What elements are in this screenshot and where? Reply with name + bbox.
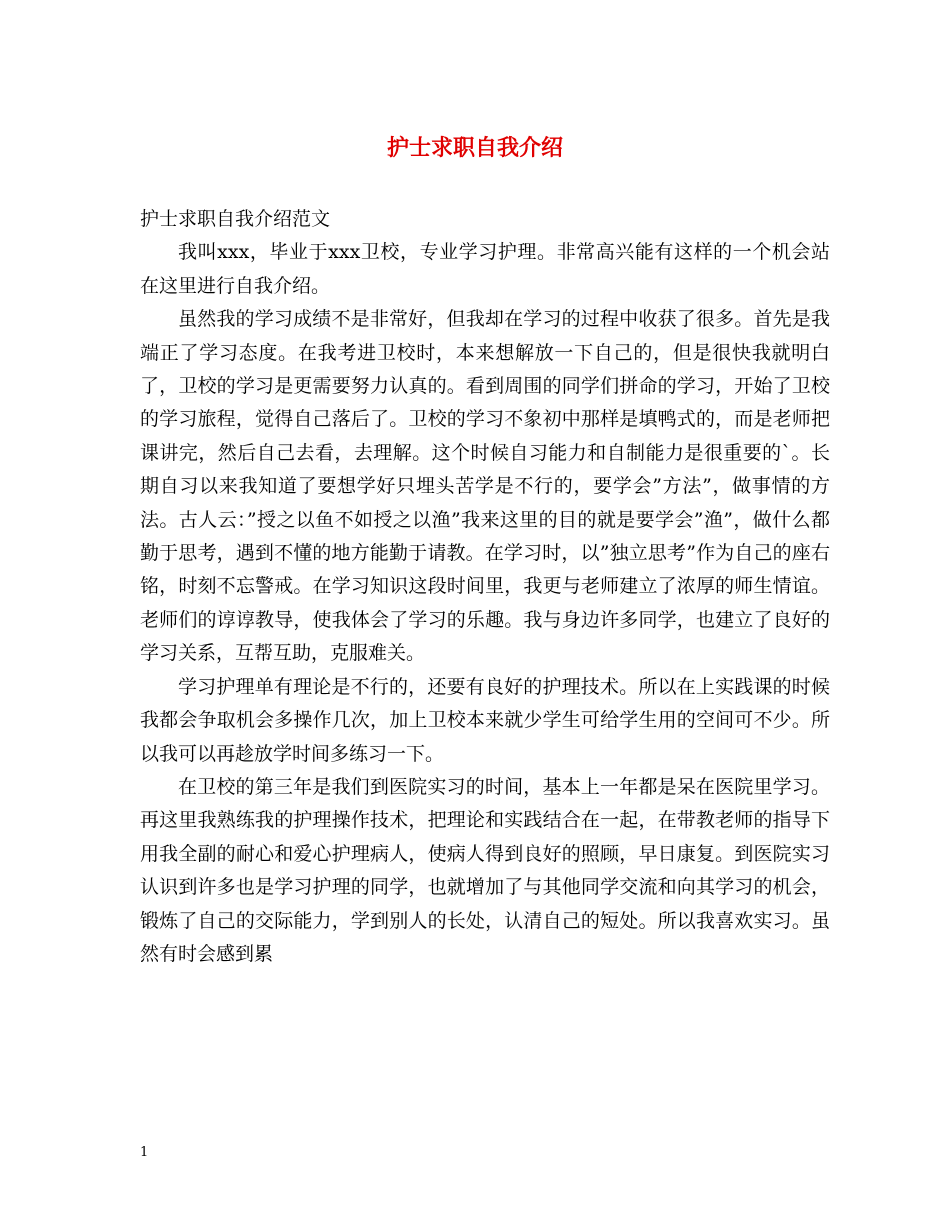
paragraph-intro: 我叫xxx，毕业于xxx卫校，专业学习护理。非常高兴能有这样的一个机会站在这里进行自我介绍。 (140, 241, 830, 297)
page-number: 1 (140, 1145, 149, 1160)
paragraph-internship: 在卫校的第三年是我们到医院实习的时间，基本上一年都是呆在医院里学习。再这里我熟练我的护理操作技术，把理论和实践结合在一起，在带教老师的指导下用我全副的耐心和爱心护理病人，使病人得到良好的照顾，早日康复。到医院实习认识到许多也是学习护理的同学，也就增加了与其他同学交流和向其学习的机会，锻炼了自己的交际能力，学到别人的长处，认清自己的短处。所以我喜欢实习。虽然有时会感到累 (140, 775, 830, 965)
paragraph-practice: 学习护理单有理论是不行的，还要有良好的护理技术。所以在上实践课的时候我都会争取机会多操作几次，加上卫校本来就少学生可给学生用的空间可不少。所以我可以再趁放学时间多练习一下。 (140, 675, 830, 765)
paragraph-study: 虽然我的学习成绩不是非常好，但我却在学习的过程中收获了很多。首先是我端正了学习态度。在我考进卫校时，本来想解放一下自己的，但是很快我就明白了，卫校的学习是更需要努力认真的。看到周围的同学们拼命的学习，开始了卫校的学习旅程，觉得自己落后了。卫校的学习不象初中那样是填鸭式的，而是老师把课讲完，然后自己去看，去理解。这个时候自习能力和自制能力是很重要的`。长期自习以来我知道了要想学好只埋头苦学是不行的，要学会”方法”，做事情的方法。古人云：”授之以鱼不如授之以渔”我来这里的目的就是要学会”渔”，做什么都勤于思考，遇到不懂的地方能勤于请教。在学习时，以”独立思考”作为自己的座右铭，时刻不忘警戒。在学习知识这段时间里，我更与老师建立了浓厚的师生情谊。老师们的谆谆教导，使我体会了学习的乐趣。我与身边许多同学，也建立了良好的学习关系，互帮互助，克服难关。 (140, 308, 830, 665)
document-body (140, 203, 830, 971)
document-title: 护士求职自我介绍 (386, 135, 563, 161)
document-subtitle: 护士求职自我介绍范文 (140, 208, 331, 230)
